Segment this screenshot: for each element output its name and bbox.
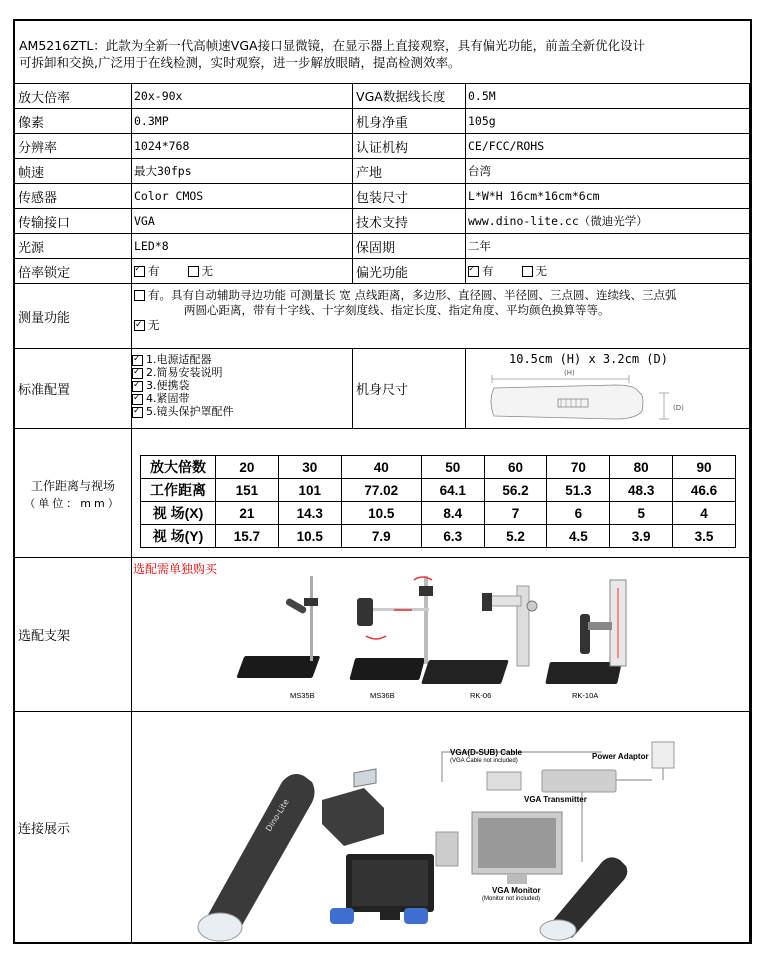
stands-label [15,558,132,712]
wd-cell: 15.7 [216,525,279,548]
spec-value-text: 1024*768 [134,139,190,153]
label-char: 寸 [395,383,409,398]
label-char: 像 [18,115,32,131]
label-char: 尺 [382,383,396,398]
vga-transmitter-box-image [322,769,384,846]
spec-label-left [15,184,132,209]
spec-value-left [132,134,353,159]
measure-label [15,284,132,349]
wd-cell: 10.5 [278,525,341,548]
label-char: 配 [44,383,58,398]
spec-value-right [466,209,750,234]
measure-yes-checkbox[interactable] [134,290,145,301]
spec-value-text: L*W*H 16cm*16cm*6cm [468,189,600,203]
spec-label-text [18,137,128,156]
label-char: 据 [395,89,408,104]
label-char: 固 [369,240,383,256]
wd-cell: 40 [341,456,421,479]
label-char: 架 [57,629,71,644]
spec-label-right [353,259,466,284]
standard-items [132,349,353,429]
measure-line-1: 有。具有自动辅助寻边功能 可测量长 宽 点线距离，多边形、直径圆、半径圆、三点圆、连续线、三点弧 [148,288,677,302]
label-char: 机 [382,140,396,156]
label-char: 锁 [44,265,58,281]
label-char: 包 [356,190,370,206]
label-char: 地 [369,165,383,181]
label-char: 分 [18,140,32,156]
spec-value-right [466,109,750,134]
spec-label-text [356,187,465,206]
spec-value-right [466,134,750,159]
vga-monitor-small-image [330,854,434,924]
wd-cell: 101 [278,479,341,502]
label-char: 辨 [31,140,45,156]
description-line-1: AM5216ZTL：此款为全新一代高帧速VGA接口显微镜，在显示器上直接观察，具有偏光功能，前盖全新优化设计 [19,38,646,53]
wd-row-header: 放大倍数 [141,456,216,479]
standard-item-label: 2.简易安装说明 [146,366,223,379]
dim-d-label: (D) [673,404,684,412]
checkbox-yes-label: 有 [482,264,494,278]
spec-label-left [15,259,132,284]
label-char: 支 [382,215,396,231]
label-char: 数 [382,89,396,104]
stand-rk10a-image [545,580,626,684]
wd-cell: 6.3 [421,525,484,548]
wd-cell: 14.3 [278,502,341,525]
spec-label-text [356,262,465,281]
label-char: 期 [382,240,396,256]
spec-value-right [466,259,750,284]
wd-cell: 3.9 [610,525,673,548]
label-char: 能 [57,310,71,326]
spec-value-text: 105g [468,114,496,128]
label-char: 量 [31,310,45,326]
stand-label-ms35b: MS35B [290,691,315,700]
standard-item [132,366,352,379]
spec-value-text: 20x-90x [134,89,183,103]
spec-value-text: CE/FCC/ROHS [468,139,545,153]
standard-item [132,379,352,392]
standard-item-checkbox[interactable] [132,355,143,366]
spec-value-right [466,84,750,109]
label-char: 机 [356,115,370,131]
checkbox-yes-label: 有 [148,264,160,278]
checkbox-no[interactable] [188,266,199,277]
checkbox-no-label: 无 [201,264,213,278]
label-char: 光 [18,240,32,256]
label-char: 感 [31,190,45,206]
standard-item-checkbox[interactable] [132,381,143,392]
spec-value-left [132,84,353,109]
spec-label-text [18,212,128,231]
wd-cell: 46.6 [673,479,736,502]
spec-label-left [15,159,132,184]
spec-value-text: LED*8 [134,239,169,253]
vga-cable-label: VGA(D-SUB) Cable [450,748,523,757]
label-char: 选 [18,629,32,644]
spec-value-left [132,259,353,284]
label-char: 持 [395,215,409,231]
spec-label-text [356,162,465,181]
stand-label-rk06: RK-06 [470,691,492,700]
checkbox-no[interactable] [522,266,533,277]
spec-value-text: Color CMOS [134,189,204,203]
measure-content [132,284,750,349]
microscope-dimension-drawing [466,349,750,429]
standard-label [15,349,132,429]
label-char: 接 [44,215,58,231]
wd-cell: 10.5 [341,502,421,525]
wd-cell: 21 [216,502,279,525]
spec-label-text [18,237,128,256]
label-char: 连 [18,821,32,837]
power-adaptor-label: Power Adaptor [592,752,649,761]
label-char: 认 [356,140,370,156]
spec-label-right [353,234,466,259]
label-char: 倍 [18,265,32,281]
wd-cell: 4 [673,502,736,525]
spec-value-left [132,234,353,259]
spec-value-text: VGA [134,214,155,228]
wd-cell: 70 [547,456,610,479]
label-char: 支 [44,629,58,644]
wd-cell: 20 [216,456,279,479]
label-char: 重 [395,115,409,131]
label-char: 净 [382,115,396,131]
label-char: 传 [18,215,32,231]
label-char: 尺 [382,190,396,206]
wd-table-row [141,456,736,479]
wd-cell: 6 [547,502,610,525]
spec-label-text [356,112,465,131]
wd-cell: 60 [484,456,547,479]
connection-cell [132,712,750,942]
label-char: 光 [369,265,383,281]
spec-value-right [466,184,750,209]
stand-label-rk10a: RK-10A [572,691,599,700]
wd-cell: 5.2 [484,525,547,548]
label-char: 寸 [395,190,409,206]
label-char: 功 [44,310,58,326]
spec-label-text [18,87,128,106]
spec-label-text [18,162,128,181]
wd-unit-text: （单位：mm） [24,497,122,510]
spec-value-right [466,234,750,259]
label-char: 置 [57,383,71,398]
connection-label [15,712,132,942]
wd-cell: 151 [216,479,279,502]
wd-cell: 4.5 [547,525,610,548]
label-char: 功 [382,265,396,281]
vga-transmitter-label: VGA Transmitter [524,795,587,804]
wd-cell: 48.3 [610,479,673,502]
spec-label-left [15,234,132,259]
description-line-2: 可拆卸和交换,广泛用于在线检测，实时观察，进一步解放眼睛，提高检测效率。 [19,55,461,70]
product-description [15,21,750,84]
standard-item-label: 3.便携袋 [146,379,190,392]
microscope-large-image [198,774,315,941]
standard-item-label: 4.紧固带 [146,392,190,405]
vga-monitor-label: VGA Monitor [492,886,541,895]
checkbox-yes[interactable] [134,266,145,277]
dim-h-label: (H) [564,369,575,377]
wd-cell: 90 [673,456,736,479]
checkbox-no-label: 无 [535,264,547,278]
label-char: 能 [395,265,409,281]
label-char: 帧 [18,165,32,181]
spec-value-text: www.dino-lite.cc（微迪光学） [468,214,648,228]
label-char: 产 [356,165,370,181]
stand-label-ms36b: MS36B [370,691,395,700]
wd-cell: 56.2 [484,479,547,502]
label-char: 定 [57,265,71,281]
wd-label-text: 工作距离与视场 [30,479,115,493]
label-char: 速 [31,165,45,181]
working-distance-label [15,429,132,558]
label-char: 传 [18,190,32,206]
wd-cell: 30 [278,456,341,479]
vga-cable-note: (VGA Cable not included) [450,758,518,764]
spec-label-left [15,84,132,109]
measure-line-2: 两圆心距离，带有十字线、十字刻度线、指定长度、指定角度、平均颜色换算等等。 [184,303,610,317]
label-char: 测 [18,310,32,326]
standard-item-checkbox[interactable] [132,394,143,405]
label-char: A [374,89,383,104]
svg-text:Dino-Lite: Dino-Lite [264,797,291,834]
label-char: 接 [31,821,45,837]
wd-cell: 64.1 [421,479,484,502]
label-char: 源 [31,240,45,256]
measure-no-checkbox[interactable] [134,320,145,331]
wd-cell: 7 [484,502,547,525]
wd-cell: 7.9 [341,525,421,548]
spec-label-text [356,212,465,231]
label-char: 率 [44,140,58,156]
label-char: 装 [369,190,383,206]
standard-item-label: 1.电源适配器 [146,353,212,366]
spec-value-left [132,159,353,184]
standard-item [132,353,352,366]
spec-label-left [15,134,132,159]
standard-item-label: 5.镜头保护罩配件 [146,405,234,418]
spec-value-left [132,209,353,234]
wd-table-row [141,502,736,525]
label-char: 术 [369,215,383,231]
spec-value-text: 二年 [468,239,491,253]
spec-value-text: 0.3MP [134,114,169,128]
standard-item-checkbox[interactable] [132,407,143,418]
label-char: 证 [369,140,383,156]
label-char: 展 [44,821,58,837]
spec-label-right [353,109,466,134]
label-char: 输 [31,215,45,231]
spec-label-left [15,209,132,234]
spec-value-right [466,159,750,184]
label-char: 偏 [356,265,370,281]
body-size-label [353,349,466,429]
stands-illustration [132,558,750,712]
wd-cell: 51.3 [547,479,610,502]
label-char: 素 [31,115,45,131]
label-char: 放 [18,90,32,106]
label-char: 器 [44,190,58,206]
label-char: G [364,89,375,104]
wd-row-header: 视 场(Y) [141,525,216,548]
label-char: V [356,89,365,104]
label-char: 倍 [44,90,58,106]
spec-label-text [356,237,465,256]
spec-label-right [353,84,466,109]
spec-value-text: 0.5M [468,89,496,103]
checkbox-yes[interactable] [468,266,479,277]
spec-sheet [13,19,752,944]
wd-row-header: 工作距离 [141,479,216,502]
spec-label-text [18,187,128,206]
spec-label-left [15,109,132,134]
label-char: 率 [57,90,71,106]
spec-label-text [356,137,465,156]
stands-note: 选配需单独购买 [133,562,218,576]
label-char: 准 [31,383,45,398]
label-char: 身 [369,115,383,131]
body-size-value: 10.5cm (H) x 3.2cm (D) [509,352,668,366]
wd-table-row [141,479,736,502]
wd-cell: 3.5 [673,525,736,548]
spec-label-text [356,87,462,105]
stand-rk06-image [421,586,537,684]
connection-diagram [132,712,750,942]
stand-ms35b-image [236,576,320,678]
wd-cell: 77.02 [341,479,421,502]
vga-monitor-note: (Monitor not included) [482,896,541,902]
wd-cell: 50 [421,456,484,479]
spec-label-text [18,262,128,281]
working-distance-table [140,455,736,548]
spec-label-right [353,134,466,159]
spec-value-left [132,109,353,134]
connection-schematic [436,742,674,940]
label-char: 大 [31,90,45,106]
spec-label-right [353,209,466,234]
standard-item [132,392,352,405]
label-char: 配 [31,629,45,644]
label-char: 示 [57,821,71,837]
wd-cell: 80 [610,456,673,479]
stands-cell [132,558,750,712]
label-char: 构 [395,140,409,156]
label-char: 口 [57,215,71,231]
spec-value-text: 台湾 [468,164,491,178]
label-char: 率 [31,265,45,281]
label-char: 标 [18,383,32,398]
label-char: 线 [407,89,421,104]
wd-table-row [141,525,736,548]
spec-label-right [353,184,466,209]
label-char: 长 [420,89,433,104]
wd-cell: 8.4 [421,502,484,525]
label-char: 度 [432,89,446,104]
spec-value-text: 最大30fps [134,164,192,178]
label-char: 机 [356,383,370,398]
wd-cell: 5 [610,502,673,525]
spec-label-right [353,159,466,184]
stand-ms36b-image [349,576,433,680]
wd-row-header: 视 场(X) [141,502,216,525]
label-char: 保 [356,240,370,256]
body-size-cell [466,349,750,429]
spec-label-text [18,112,128,131]
measure-label-text [18,307,125,326]
measure-no-label: 无 [148,318,160,332]
label-char: 身 [369,383,383,398]
standard-item-checkbox[interactable] [132,368,143,379]
standard-item [132,405,352,418]
spec-value-left [132,184,353,209]
label-char: 技 [356,215,370,231]
